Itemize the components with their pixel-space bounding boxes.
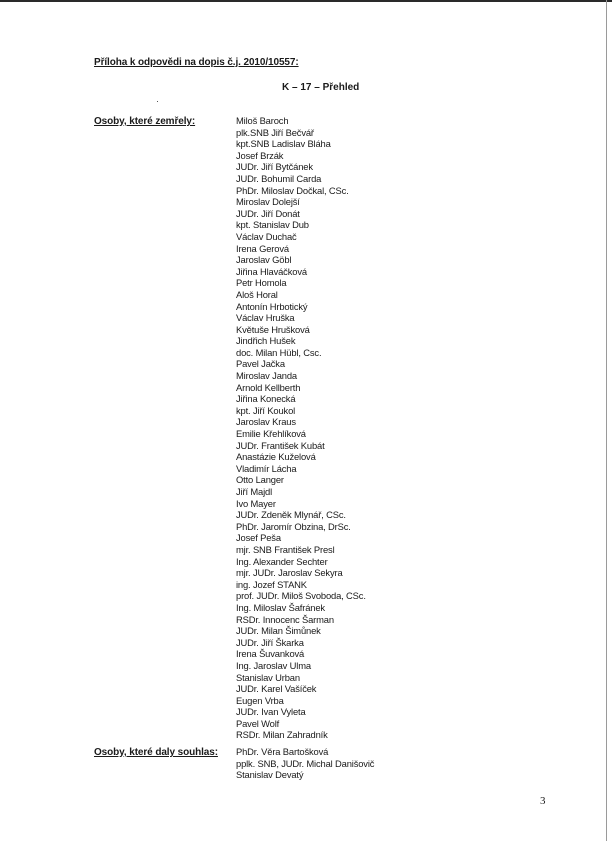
list-item: Miloš Baroch <box>236 115 289 126</box>
section-label-deceased: Osoby, které zemřely: <box>94 116 196 127</box>
list-item: Stanislav Devatý <box>236 769 304 781</box>
list-item: Anastázie Kuželová <box>236 451 316 463</box>
list-item: Miroslav Dolejší <box>236 196 300 208</box>
list-item: doc. Milan Hübl, Csc. <box>236 346 322 358</box>
list-item: plk.SNB Jiří Bečvář <box>236 126 314 138</box>
list-item: Ing. Jaroslav Ulma <box>236 659 311 671</box>
list-item: Ing. Miloslav Šafránek <box>236 601 325 613</box>
list-item: JUDr. Karel Vašíček <box>236 683 317 695</box>
list-item: pplk. SNB, JUDr. Michal Danišovič <box>236 757 375 769</box>
list-item: JUDr. Jiří Bytčánek <box>236 161 313 173</box>
list-item: Ivo Mayer <box>236 497 276 509</box>
list-item: JUDr. Zdeněk Mlynář, CSc. <box>236 509 346 521</box>
list-item: Jaroslav Göbl <box>236 254 292 266</box>
list-item: Květuše Hrušková <box>236 323 310 335</box>
list-item: JUDr. Ivan Vyleta <box>236 706 306 718</box>
list-item: PhDr. Jaromír Obzina, DrSc. <box>236 520 351 532</box>
list-item: kpt. Jiří Koukol <box>236 404 296 416</box>
list-item: Pavel Jačka <box>236 358 285 370</box>
name-list-consented <box>236 746 374 781</box>
list-item: ing. Jozef STANK <box>236 578 307 590</box>
list-item: JUDr. František Kubát <box>236 439 325 451</box>
list-item: Josef Peša <box>236 532 281 544</box>
list-item: Vladimír Lácha <box>236 462 297 474</box>
scan-speck <box>157 101 158 102</box>
list-item: Jiřina Hlaváčková <box>236 265 307 277</box>
scan-edge-top <box>0 0 612 2</box>
list-item: PhDr. Věra Bartošková <box>236 746 329 757</box>
scan-edge-right <box>606 0 607 841</box>
list-item: Jindřich Hušek <box>236 335 296 347</box>
list-item: JUDr. Bohumil Carda <box>236 172 322 184</box>
list-item: Jaroslav Kraus <box>236 416 296 428</box>
list-item: Ing. Alexander Sechter <box>236 555 328 567</box>
list-item: Pavel Wolf <box>236 717 280 729</box>
list-item: Stanislav Urban <box>236 671 300 683</box>
list-item: prof. JUDr. Miloš Svoboda, CSc. <box>236 590 366 602</box>
list-item: Petr Homola <box>236 277 287 289</box>
list-item: Otto Langer <box>236 474 284 486</box>
list-item: mjr. SNB František Presl <box>236 543 335 555</box>
list-item: Eugen Vrba <box>236 694 284 706</box>
list-item: Jiří Majdl <box>236 486 273 497</box>
list-item: Josef Brzák <box>236 149 284 161</box>
name-list-deceased <box>236 115 366 741</box>
section-label-consented: Osoby, které daly souhlas: <box>94 747 218 758</box>
list-item: Irena Gerová <box>236 242 289 254</box>
list-item: JUDr. Jiří Donát <box>236 207 300 219</box>
page-number: 3 <box>540 795 546 807</box>
list-item: Václav Hruška <box>236 312 295 324</box>
list-item: PhDr. Miloslav Dočkal, CSc. <box>236 184 349 196</box>
list-item: Emilie Křehlíková <box>236 428 306 440</box>
list-item: Arnold Kellberth <box>236 381 301 393</box>
list-item: RSDr. Milan Zahradník <box>236 729 328 741</box>
list-item: RSDr. Innocenc Šarman <box>236 613 334 625</box>
list-item: kpt. Stanislav Dub <box>236 219 309 231</box>
list-item: Aloš Horal <box>236 288 278 300</box>
list-item: Jiřina Konecká <box>236 393 296 405</box>
list-item: mjr. JUDr. Jaroslav Sekyra <box>236 567 343 579</box>
list-item: Miroslav Janda <box>236 370 297 382</box>
document-heading: Příloha k odpovědi na dopis č.j. 2010/10557: <box>94 57 299 68</box>
list-item: Antonín Hrbotický <box>236 300 308 312</box>
list-item: Václav Duchač <box>236 230 297 242</box>
document-title: K – 17 – Přehled <box>282 82 360 93</box>
list-item: Irena Šuvanková <box>236 648 305 660</box>
list-item: JUDr. Jiří Škarka <box>236 636 304 648</box>
list-item: kpt.SNB Ladislav Bláha <box>236 138 331 150</box>
list-item: JUDr. Milan Šimůnek <box>236 625 321 637</box>
